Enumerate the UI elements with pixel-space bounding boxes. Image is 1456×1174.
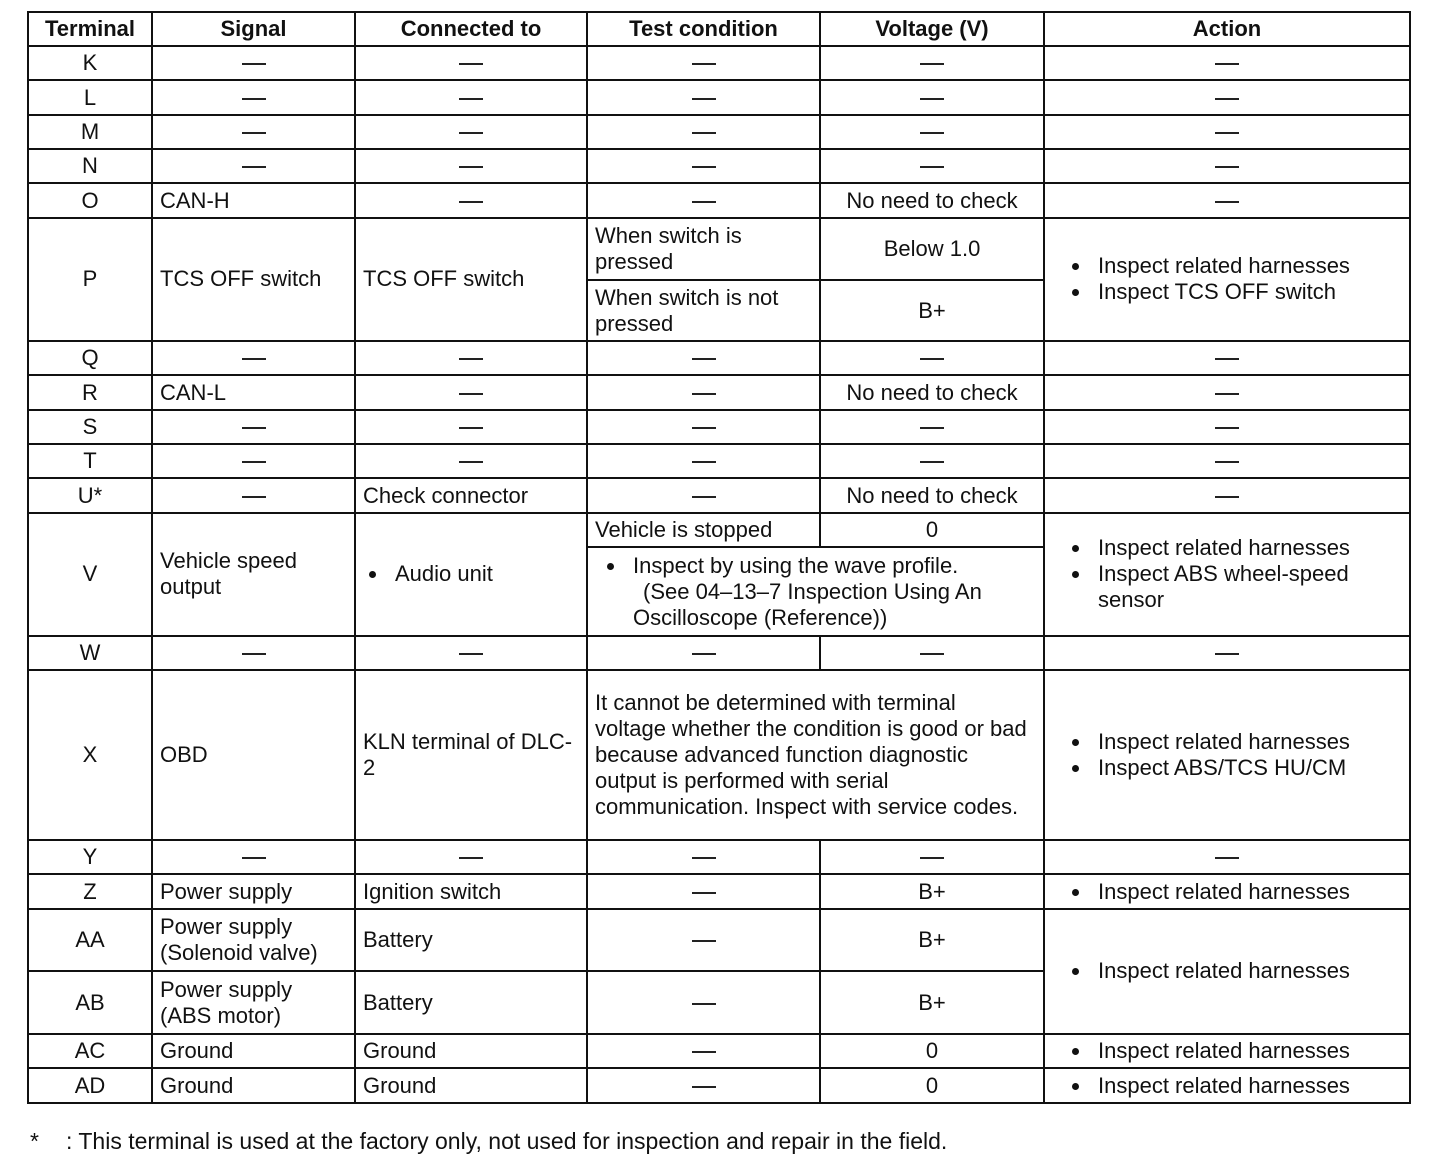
empty-cell xyxy=(152,149,355,183)
empty-cell xyxy=(355,80,587,114)
signal-cell: Ground xyxy=(152,1034,355,1068)
action-list xyxy=(1052,253,1402,305)
action-cell xyxy=(1044,1068,1410,1103)
empty-cell xyxy=(1044,636,1410,670)
table-row xyxy=(28,670,1410,840)
empty-cell xyxy=(355,341,587,375)
wave-list xyxy=(595,553,1036,631)
dash-mark xyxy=(459,63,483,65)
dash-mark xyxy=(242,461,266,463)
table-row xyxy=(28,909,1410,972)
header-test-condition: Test condition xyxy=(587,12,820,46)
connected-cell: Ignition switch xyxy=(355,874,587,908)
empty-cell xyxy=(820,149,1044,183)
empty-cell xyxy=(587,375,820,409)
dash-mark xyxy=(1215,166,1239,168)
empty-cell xyxy=(355,840,587,874)
action-item: • Inspect related harnesses xyxy=(1092,958,1402,984)
empty-cell xyxy=(820,46,1044,80)
empty-cell xyxy=(1044,840,1410,874)
empty-cell xyxy=(1044,183,1410,217)
terminal-cell: M xyxy=(28,115,152,149)
connected-item: • Audio unit xyxy=(389,561,579,587)
table-row xyxy=(28,341,1410,375)
terminal-cell: AA xyxy=(28,909,152,972)
dash-mark xyxy=(692,427,716,429)
empty-cell xyxy=(587,80,820,114)
action-cell xyxy=(1044,513,1410,636)
dash-mark xyxy=(1215,63,1239,65)
action-item: • Inspect ABS/TCS HU/CM xyxy=(1092,755,1402,781)
terminal-cell: Z xyxy=(28,874,152,908)
terminal-cell: R xyxy=(28,375,152,409)
connected-cell: Battery xyxy=(355,909,587,972)
dash-mark xyxy=(920,132,944,134)
connected-cell: KLN terminal of DLC-2 xyxy=(355,670,587,840)
dash-mark xyxy=(242,98,266,100)
dash-mark xyxy=(692,496,716,498)
header-action: Action xyxy=(1044,12,1410,46)
table-row xyxy=(28,444,1410,478)
dash-mark xyxy=(1215,358,1239,360)
empty-cell xyxy=(152,444,355,478)
action-cell xyxy=(1044,874,1410,908)
dash-mark xyxy=(242,496,266,498)
voltage-cell: No need to check xyxy=(820,478,1044,512)
table-row xyxy=(28,80,1410,114)
dash-mark xyxy=(1215,201,1239,203)
empty-cell xyxy=(820,636,1044,670)
table-row xyxy=(28,513,1410,547)
empty-cell xyxy=(355,444,587,478)
action-list xyxy=(1052,1038,1402,1064)
empty-cell xyxy=(587,444,820,478)
dash-mark xyxy=(242,166,266,168)
terminal-cell: AB xyxy=(28,971,152,1034)
table-row xyxy=(28,375,1410,409)
signal-cell: Ground xyxy=(152,1068,355,1103)
action-list xyxy=(1052,958,1402,984)
voltage-cell: B+ xyxy=(820,280,1044,341)
action-item: • Inspect related harnesses xyxy=(1092,1038,1402,1064)
dash-mark xyxy=(920,427,944,429)
dash-mark xyxy=(242,857,266,859)
table-row xyxy=(28,218,1410,281)
dash-mark xyxy=(242,132,266,134)
action-list xyxy=(1052,1073,1402,1099)
signal-cell: Vehicle speed output xyxy=(152,513,355,636)
voltage-cell: B+ xyxy=(820,971,1044,1034)
table-row xyxy=(28,115,1410,149)
empty-cell xyxy=(152,341,355,375)
voltage-cell: B+ xyxy=(820,874,1044,908)
terminal-cell: Y xyxy=(28,840,152,874)
terminal-cell: O xyxy=(28,183,152,217)
dash-mark xyxy=(1215,427,1239,429)
action-item: • Inspect related harnesses xyxy=(1092,535,1402,561)
terminal-cell: N xyxy=(28,149,152,183)
empty-cell xyxy=(1044,410,1410,444)
empty-cell xyxy=(820,80,1044,114)
table-row xyxy=(28,183,1410,217)
connected-cell: TCS OFF switch xyxy=(355,218,587,341)
empty-cell xyxy=(587,874,820,908)
table-row xyxy=(28,1034,1410,1068)
dash-mark xyxy=(1215,98,1239,100)
empty-cell xyxy=(1044,115,1410,149)
dash-mark xyxy=(242,63,266,65)
terminal-cell: L xyxy=(28,80,152,114)
dash-mark xyxy=(920,857,944,859)
empty-cell xyxy=(587,971,820,1034)
wave-text: Inspect by using the wave profile. xyxy=(633,552,959,578)
signal-cell: Power supply xyxy=(152,874,355,908)
connected-cell: Check connector xyxy=(355,478,587,512)
dash-mark xyxy=(242,358,266,360)
empty-cell xyxy=(355,149,587,183)
empty-cell xyxy=(1044,375,1410,409)
action-item: • Inspect TCS OFF switch xyxy=(1092,279,1402,305)
connected-cell xyxy=(355,513,587,636)
table-row xyxy=(28,478,1410,512)
header-signal: Signal xyxy=(152,12,355,46)
dash-mark xyxy=(1215,132,1239,134)
dash-mark xyxy=(920,653,944,655)
empty-cell xyxy=(587,636,820,670)
dash-mark xyxy=(692,892,716,894)
empty-cell xyxy=(820,444,1044,478)
empty-cell xyxy=(587,410,820,444)
signal-cell: Power supply (Solenoid valve) xyxy=(152,909,355,972)
condition-cell: When switch is not pressed xyxy=(587,280,820,341)
footnote xyxy=(30,1126,947,1156)
terminal-cell: U* xyxy=(28,478,152,512)
condition-cell: When switch is pressed xyxy=(587,218,820,281)
dash-mark xyxy=(692,1003,716,1005)
dash-mark xyxy=(692,1086,716,1088)
table-row xyxy=(28,149,1410,183)
empty-cell xyxy=(587,840,820,874)
terminal-cell: AC xyxy=(28,1034,152,1068)
empty-cell xyxy=(1044,478,1410,512)
dash-mark xyxy=(459,461,483,463)
dash-mark xyxy=(692,1051,716,1053)
dash-mark xyxy=(459,201,483,203)
empty-cell xyxy=(355,410,587,444)
dash-mark xyxy=(692,358,716,360)
empty-cell xyxy=(152,840,355,874)
signal-cell: TCS OFF switch xyxy=(152,218,355,341)
action-cell xyxy=(1044,1034,1410,1068)
action-cell xyxy=(1044,909,1410,1034)
condition-cell: Vehicle is stopped xyxy=(587,513,820,547)
dash-mark xyxy=(692,461,716,463)
action-item: • Inspect related harnesses xyxy=(1092,729,1402,755)
connected-list xyxy=(363,561,579,587)
terminal-cell: T xyxy=(28,444,152,478)
empty-cell xyxy=(1044,46,1410,80)
empty-cell xyxy=(820,410,1044,444)
empty-cell xyxy=(355,375,587,409)
action-cell xyxy=(1044,670,1410,840)
connected-cell: Battery xyxy=(355,971,587,1034)
terminal-cell: S xyxy=(28,410,152,444)
action-item: • Inspect related harnesses xyxy=(1092,253,1402,279)
action-item: • Inspect ABS wheel-speed sensor xyxy=(1092,561,1402,613)
empty-cell xyxy=(355,183,587,217)
dash-mark xyxy=(242,427,266,429)
empty-cell xyxy=(587,46,820,80)
wave-profile-cell xyxy=(587,547,1044,636)
header-terminal: Terminal xyxy=(28,12,152,46)
signal-cell: CAN-L xyxy=(152,375,355,409)
dash-mark xyxy=(459,653,483,655)
dash-mark xyxy=(692,940,716,942)
wave-reference: (See 04–13–7 Inspection Using An Oscilloscope (Reference)) xyxy=(633,578,982,630)
dash-mark xyxy=(459,358,483,360)
terminal-cell: Q xyxy=(28,341,152,375)
terminal-cell: X xyxy=(28,670,152,840)
dash-mark xyxy=(1215,461,1239,463)
voltage-cell: B+ xyxy=(820,909,1044,972)
dash-mark xyxy=(692,132,716,134)
empty-cell xyxy=(820,840,1044,874)
dash-mark xyxy=(692,393,716,395)
footnote-text: : This terminal is used at the factory only, not used for inspection and repair in the field. xyxy=(66,1128,948,1154)
empty-cell xyxy=(587,183,820,217)
empty-cell xyxy=(587,115,820,149)
empty-cell xyxy=(152,410,355,444)
dash-mark xyxy=(242,653,266,655)
dash-mark xyxy=(459,98,483,100)
empty-cell xyxy=(587,149,820,183)
dash-mark xyxy=(692,653,716,655)
dash-mark xyxy=(459,427,483,429)
table-row xyxy=(28,1068,1410,1103)
voltage-cell: 0 xyxy=(820,513,1044,547)
action-list xyxy=(1052,729,1402,781)
table-row xyxy=(28,874,1410,908)
empty-cell xyxy=(587,1034,820,1068)
dash-mark xyxy=(920,98,944,100)
empty-cell xyxy=(587,1068,820,1103)
terminal-cell: P xyxy=(28,218,152,341)
empty-cell xyxy=(152,636,355,670)
voltage-cell: No need to check xyxy=(820,183,1044,217)
dash-mark xyxy=(692,857,716,859)
dash-mark xyxy=(459,857,483,859)
terminal-cell: W xyxy=(28,636,152,670)
action-list xyxy=(1052,879,1402,905)
action-cell xyxy=(1044,218,1410,341)
terminal-cell: V xyxy=(28,513,152,636)
connected-cell: Ground xyxy=(355,1068,587,1103)
empty-cell xyxy=(820,341,1044,375)
header-voltage: Voltage (V) xyxy=(820,12,1044,46)
action-item: • Inspect related harnesses xyxy=(1092,879,1402,905)
empty-cell xyxy=(1044,341,1410,375)
empty-cell xyxy=(587,909,820,972)
table-row xyxy=(28,636,1410,670)
condition-cell: It cannot be determined with terminal voltage whether the condition is good or bad because advanced function diagnostic output is performed with serial communication. Inspect with service codes. xyxy=(587,670,1044,840)
empty-cell xyxy=(1044,80,1410,114)
dash-mark xyxy=(692,166,716,168)
empty-cell xyxy=(152,478,355,512)
empty-cell xyxy=(1044,444,1410,478)
dash-mark xyxy=(920,166,944,168)
header-row xyxy=(28,12,1410,46)
terminal-cell: K xyxy=(28,46,152,80)
empty-cell xyxy=(355,46,587,80)
terminal-cell: AD xyxy=(28,1068,152,1103)
empty-cell xyxy=(820,115,1044,149)
dash-mark xyxy=(459,132,483,134)
empty-cell xyxy=(587,478,820,512)
footnote-mark: * xyxy=(30,1128,39,1154)
header-connected-to: Connected to xyxy=(355,12,587,46)
action-item: • Inspect related harnesses xyxy=(1092,1073,1402,1099)
connected-cell: Ground xyxy=(355,1034,587,1068)
table-row xyxy=(28,46,1410,80)
dash-mark xyxy=(920,63,944,65)
signal-cell: OBD xyxy=(152,670,355,840)
dash-mark xyxy=(459,393,483,395)
dash-mark xyxy=(1215,857,1239,859)
voltage-cell: 0 xyxy=(820,1034,1044,1068)
dash-mark xyxy=(1215,393,1239,395)
dash-mark xyxy=(692,98,716,100)
empty-cell xyxy=(355,636,587,670)
dash-mark xyxy=(1215,496,1239,498)
dash-mark xyxy=(459,166,483,168)
action-list xyxy=(1052,535,1402,613)
signal-cell: Power supply (ABS motor) xyxy=(152,971,355,1034)
empty-cell xyxy=(152,80,355,114)
empty-cell xyxy=(587,341,820,375)
voltage-cell: No need to check xyxy=(820,375,1044,409)
dash-mark xyxy=(692,201,716,203)
empty-cell xyxy=(1044,149,1410,183)
voltage-cell: 0 xyxy=(820,1068,1044,1103)
empty-cell xyxy=(355,115,587,149)
empty-cell xyxy=(152,46,355,80)
dash-mark xyxy=(920,461,944,463)
dash-mark xyxy=(692,63,716,65)
dash-mark xyxy=(920,358,944,360)
voltage-cell: Below 1.0 xyxy=(820,218,1044,281)
dash-mark xyxy=(1215,653,1239,655)
wave-item xyxy=(627,553,1036,631)
table-row xyxy=(28,410,1410,444)
terminal-table xyxy=(27,11,1411,1104)
table-row xyxy=(28,840,1410,874)
empty-cell xyxy=(152,115,355,149)
signal-cell: CAN-H xyxy=(152,183,355,217)
